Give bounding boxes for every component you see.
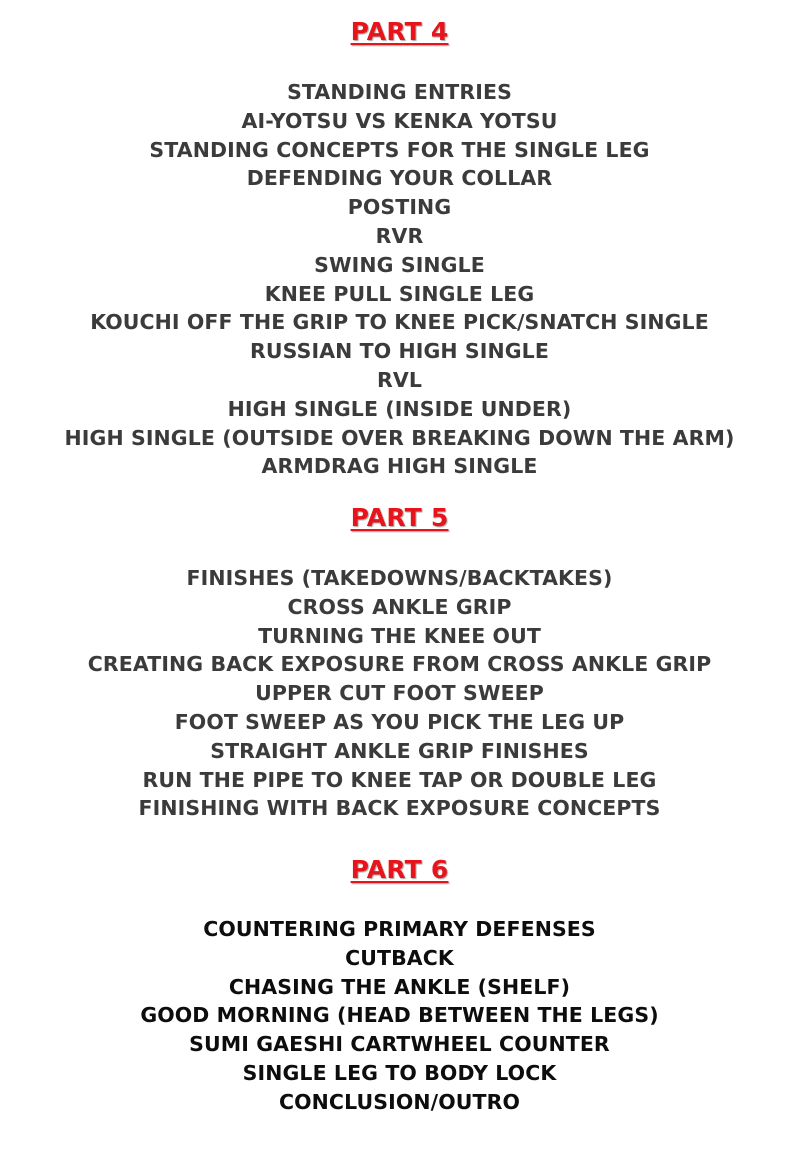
topic-item: GOOD MORNING (HEAD BETWEEN THE LEGS): [140, 1003, 659, 1028]
topic-item: RUSSIAN TO HIGH SINGLE: [250, 339, 549, 364]
topic-item: CUTBACK: [345, 945, 454, 970]
part-4-topic-list: [0, 78, 799, 481]
topic-item: RUN THE PIPE TO KNEE TAP OR DOUBLE LEG: [142, 767, 657, 792]
part-6-topic-list: [0, 915, 799, 1117]
topic-item: AI-YOTSU VS KENKA YOTSU: [241, 108, 558, 133]
topic-item: HIGH SINGLE (INSIDE UNDER): [227, 396, 572, 421]
topic-item: CROSS ANKLE GRIP: [287, 594, 512, 619]
topic-item: UPPER CUT FOOT SWEEP: [255, 681, 544, 706]
topic-item: POSTING: [347, 195, 452, 220]
topic-item: RVR: [375, 223, 424, 248]
topic-item: SUMI GAESHI CARTWHEEL COUNTER: [189, 1032, 610, 1057]
topic-item: STANDING ENTRIES: [287, 80, 512, 104]
topic-item: STRAIGHT ANKLE GRIP FINISHES: [210, 738, 589, 763]
topic-item: STANDING CONCEPTS FOR THE SINGLE LEG: [149, 137, 650, 162]
part-5-heading: PART 5: [350, 503, 449, 532]
topic-item: FINISHES (TAKEDOWNS/BACKTAKES): [186, 566, 613, 590]
topic-item: KOUCHI OFF THE GRIP TO KNEE PICK/SNATCH SINGLE: [90, 310, 709, 335]
topic-item: CREATING BACK EXPOSURE FROM CROSS ANKLE GRIP: [87, 652, 712, 677]
topic-item: COUNTERING PRIMARY DEFENSES: [203, 917, 596, 941]
topic-item: DEFENDING YOUR COLLAR: [246, 166, 553, 191]
part-6-heading: PART 6: [350, 855, 449, 884]
topic-item: FOOT SWEEP AS YOU PICK THE LEG UP: [174, 709, 625, 734]
topic-item: TURNING THE KNEE OUT: [258, 623, 541, 648]
topic-item: KNEE PULL SINGLE LEG: [264, 281, 535, 306]
topic-item: RVL: [376, 367, 422, 392]
topic-item: ARMDRAG HIGH SINGLE: [261, 454, 538, 479]
topic-item: FINISHING WITH BACK EXPOSURE CONCEPTS: [138, 796, 661, 821]
topic-item: CHASING THE ANKLE (SHELF): [228, 974, 571, 999]
part-5-topic-list: [0, 564, 799, 823]
topic-item: SWING SINGLE: [314, 252, 485, 277]
part-4-heading: PART 4: [350, 17, 449, 46]
topic-item: HIGH SINGLE (OUTSIDE OVER BREAKING DOWN THE ARM): [64, 425, 735, 450]
topic-item: CONCLUSION/OUTRO: [279, 1089, 520, 1114]
topic-item: SINGLE LEG TO BODY LOCK: [242, 1060, 557, 1085]
